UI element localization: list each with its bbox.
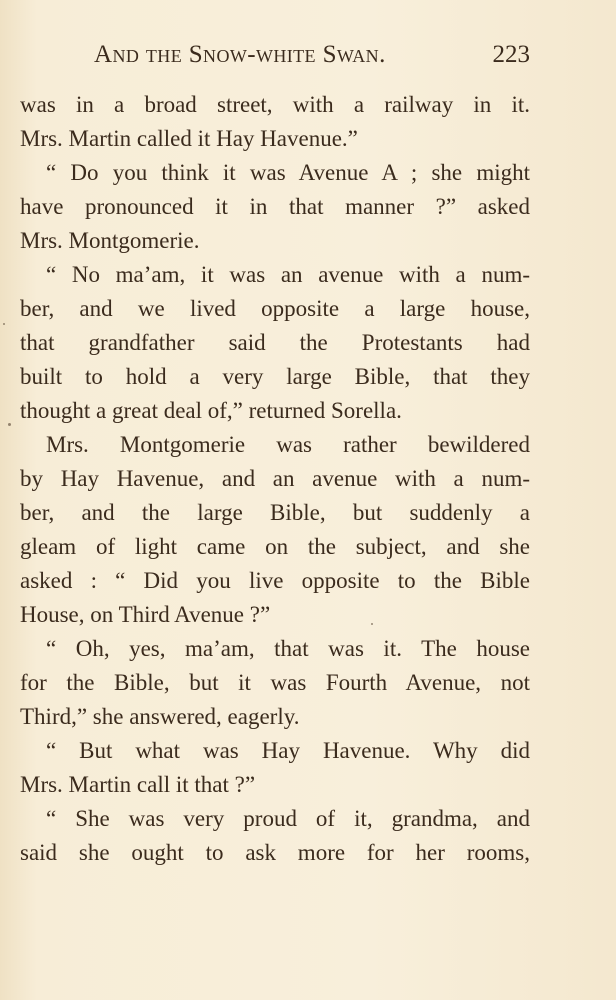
text-line: by Hay Havenue, and an avenue with a num- bbox=[20, 466, 530, 491]
text-line: was in a broad street, with a railway in it. bbox=[20, 92, 530, 117]
text-line: ber, and we lived opposite a large house, bbox=[20, 296, 530, 321]
text-line: “ She was very proud of it, grandma, and bbox=[46, 806, 530, 831]
page-number: 223 bbox=[492, 41, 530, 68]
text-line: ber, and the large Bible, but suddenly a bbox=[20, 500, 530, 525]
text-line: “ Oh, yes, ma’am, that was it. The house bbox=[46, 636, 530, 661]
paper-speck bbox=[371, 623, 373, 625]
text-line: “ No ma’am, it was an avenue with a num- bbox=[46, 262, 530, 287]
body-text bbox=[20, 88, 530, 870]
text-line: built to hold a very large Bible, that they bbox=[20, 364, 530, 389]
text-line: Mrs. Montgomerie was rather bewildered bbox=[46, 432, 530, 457]
text-line: Mrs. Martin call it that ?” bbox=[20, 772, 256, 797]
text-line: “ But what was Hay Havenue. Why did bbox=[46, 738, 530, 763]
running-head: And the Snow-white Swan. bbox=[94, 41, 386, 68]
text-line: Mrs. Martin called it Hay Havenue.” bbox=[20, 126, 358, 151]
text-line: Mrs. Montgomerie. bbox=[20, 228, 200, 253]
text-line: said she ought to ask more for her rooms, bbox=[20, 840, 530, 865]
text-line: for the Bible, but it was Fourth Avenue, not bbox=[20, 670, 530, 695]
text-line: Third,” she answered, eagerly. bbox=[20, 704, 300, 729]
paper-speck bbox=[3, 323, 5, 325]
text-line: have pronounced it in that manner ?” asked bbox=[20, 194, 530, 219]
page-header bbox=[20, 38, 530, 72]
text-line: that grandfather said the Protestants had bbox=[20, 330, 530, 355]
text-line: thought a great deal of,” returned Sorella. bbox=[20, 398, 402, 423]
text-line: “ Do you think it was Avenue A ; she might bbox=[46, 160, 530, 185]
text-line: gleam of light came on the subject, and she bbox=[20, 534, 530, 559]
paper-speck bbox=[8, 423, 11, 426]
text-line: House, on Third Avenue ?” bbox=[20, 602, 271, 627]
text-line: asked : “ Did you live opposite to the Bible bbox=[20, 568, 530, 593]
